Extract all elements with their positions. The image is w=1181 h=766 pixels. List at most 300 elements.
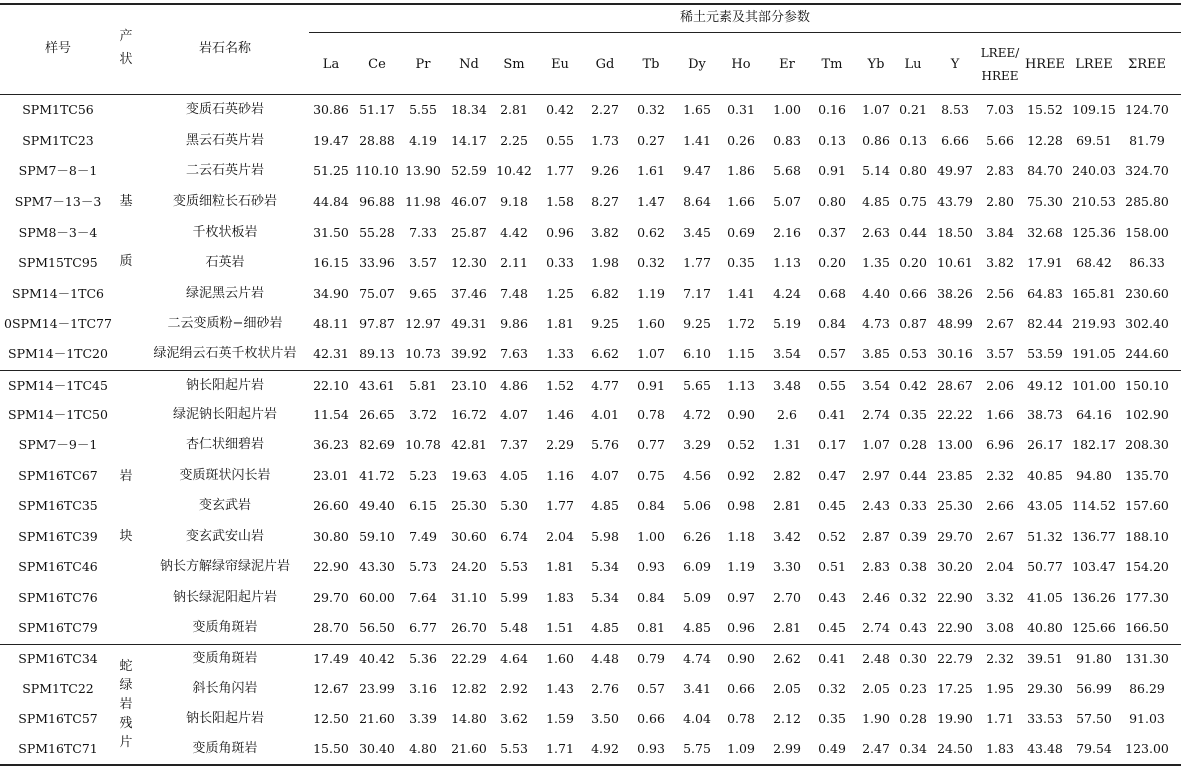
header-col-5: Eu [551, 57, 569, 72]
value-cell: 8.64 [683, 194, 711, 209]
value-cell: 49.40 [359, 498, 395, 513]
section-label: 岩 [119, 469, 133, 484]
value-cell: 42.31 [313, 346, 349, 361]
value-cell: 15.52 [1027, 102, 1063, 117]
value-cell: 4.48 [591, 651, 619, 666]
sample-id: SPM16TC79 [18, 620, 98, 635]
value-cell: 0.32 [899, 590, 927, 605]
value-cell: 13.00 [937, 437, 973, 452]
value-cell: 9.25 [591, 316, 619, 331]
value-cell: 55.28 [359, 225, 395, 240]
value-cell: 22.90 [937, 620, 973, 635]
value-cell: 3.84 [986, 225, 1014, 240]
value-cell: 0.98 [727, 498, 755, 513]
value-cell: 1.41 [727, 286, 755, 301]
value-cell: 30.80 [313, 529, 349, 544]
value-cell: 7.03 [986, 102, 1014, 117]
header-col-0: La [322, 57, 340, 72]
value-cell: 2.83 [862, 559, 890, 574]
value-cell: 3.32 [986, 590, 1014, 605]
value-cell: 1.07 [637, 346, 665, 361]
value-cell: 0.68 [818, 286, 846, 301]
value-cell: 3.62 [500, 711, 528, 726]
value-cell: 56.50 [359, 620, 395, 635]
sample-id: SPM14－1TC45 [8, 378, 108, 393]
value-cell: 5.55 [409, 102, 437, 117]
value-cell: 2.63 [862, 225, 890, 240]
sample-id: SPM16TC35 [18, 498, 98, 513]
value-cell: 2.05 [773, 681, 801, 696]
value-cell: 2.99 [773, 741, 801, 756]
section-label: 绿 [119, 678, 133, 693]
value-cell: 91.03 [1129, 711, 1165, 726]
value-cell: 1.86 [727, 163, 755, 178]
value-cell: 96.88 [359, 194, 395, 209]
value-cell: 1.65 [683, 102, 711, 117]
header-col-12: Yb [867, 57, 885, 72]
rock-name: 变质角斑岩 [192, 741, 258, 756]
value-cell: 16.15 [313, 255, 349, 270]
value-cell: 14.17 [451, 133, 487, 148]
value-cell: 0.28 [899, 711, 927, 726]
value-cell: 0.78 [727, 711, 755, 726]
value-cell: 0.49 [818, 741, 846, 756]
value-cell: 0.42 [546, 102, 574, 117]
value-cell: 32.68 [1027, 225, 1063, 240]
value-cell: 2.67 [986, 529, 1014, 544]
rock-name: 二云石英片岩 [185, 163, 265, 178]
value-cell: 30.40 [359, 741, 395, 756]
value-cell: 2.05 [862, 681, 890, 696]
sample-id: SPM14－1TC6 [12, 286, 104, 301]
rock-name: 杏仁状细碧岩 [185, 437, 265, 452]
section-label: 岩 [119, 697, 133, 712]
value-cell: 114.52 [1072, 498, 1116, 513]
value-cell: 1.07 [862, 102, 890, 117]
value-cell: 3.57 [986, 346, 1014, 361]
value-cell: 0.91 [818, 163, 846, 178]
value-cell: 154.20 [1125, 559, 1169, 574]
value-cell: 1.77 [546, 498, 574, 513]
value-cell: 0.43 [899, 620, 927, 635]
value-cell: 40.80 [1027, 620, 1063, 635]
value-cell: 79.54 [1076, 741, 1112, 756]
value-cell: 0.83 [773, 133, 801, 148]
value-cell: 0.16 [818, 102, 846, 117]
value-cell: 0.42 [899, 378, 927, 393]
value-cell: 46.07 [451, 194, 487, 209]
value-cell: 4.80 [409, 741, 437, 756]
sample-id: SPM7－9－1 [18, 437, 98, 452]
value-cell: 50.77 [1027, 559, 1063, 574]
value-cell: 17.91 [1027, 255, 1063, 270]
sample-id: SPM8－3－4 [18, 225, 98, 240]
value-cell: 22.90 [937, 590, 973, 605]
value-cell: 0.53 [899, 346, 927, 361]
value-cell: 30.60 [451, 529, 487, 544]
value-cell: 42.81 [451, 437, 487, 452]
value-cell: 4.07 [591, 468, 619, 483]
value-cell: 64.83 [1027, 286, 1063, 301]
value-cell: 2.87 [862, 529, 890, 544]
value-cell: 3.72 [409, 407, 437, 422]
value-cell: 51.32 [1027, 529, 1063, 544]
value-cell: 0.86 [862, 133, 890, 148]
sample-id: SPM1TC23 [22, 133, 94, 148]
value-cell: 6.26 [683, 529, 711, 544]
value-cell: 7.48 [500, 286, 528, 301]
value-cell: 0.33 [546, 255, 574, 270]
value-cell: 110.10 [355, 163, 399, 178]
value-cell: 19.47 [313, 133, 349, 148]
value-cell: 1.83 [546, 590, 574, 605]
value-cell: 285.80 [1125, 194, 1169, 209]
value-cell: 5.23 [409, 468, 437, 483]
value-cell: 26.65 [359, 407, 395, 422]
value-cell: 165.81 [1072, 286, 1116, 301]
value-cell: 10.73 [405, 346, 441, 361]
value-cell: 30.86 [313, 102, 349, 117]
value-cell: 17.25 [937, 681, 973, 696]
value-cell: 17.49 [313, 651, 349, 666]
value-cell: 3.41 [683, 681, 711, 696]
header-col-8: Dy [688, 57, 706, 72]
value-cell: 22.79 [937, 651, 973, 666]
value-cell: 0.97 [727, 590, 755, 605]
value-cell: 5.09 [683, 590, 711, 605]
value-cell: 4.05 [500, 468, 528, 483]
value-cell: 30.16 [937, 346, 973, 361]
value-cell: 1.83 [986, 741, 1014, 756]
value-cell: 3.85 [862, 346, 890, 361]
value-cell: 0.44 [899, 468, 927, 483]
value-cell: 0.41 [818, 407, 846, 422]
value-cell: 28.70 [313, 620, 349, 635]
value-cell: 6.10 [683, 346, 711, 361]
value-cell: 26.17 [1027, 437, 1063, 452]
value-cell: 49.31 [451, 316, 487, 331]
section-label: 基 [119, 194, 133, 209]
value-cell: 3.30 [773, 559, 801, 574]
value-cell: 0.27 [637, 133, 665, 148]
value-cell: 13.90 [405, 163, 441, 178]
value-cell: 1.60 [546, 651, 574, 666]
value-cell: 12.50 [313, 711, 349, 726]
rock-name: 变质角斑岩 [192, 620, 258, 635]
value-cell: 2.46 [862, 590, 890, 605]
table-bottom-rule [0, 764, 1181, 766]
value-cell: 37.46 [451, 286, 487, 301]
value-cell: 26.60 [313, 498, 349, 513]
value-cell: 25.30 [937, 498, 973, 513]
value-cell: 150.10 [1125, 378, 1169, 393]
value-cell: 3.08 [986, 620, 1014, 635]
value-cell: 3.54 [773, 346, 801, 361]
value-cell: 5.14 [862, 163, 890, 178]
value-cell: 51.25 [313, 163, 349, 178]
value-cell: 0.32 [637, 255, 665, 270]
sample-id: SPM16TC67 [18, 468, 98, 483]
sample-id: SPM16TC34 [18, 651, 98, 666]
value-cell: 5.19 [773, 316, 801, 331]
value-cell: 0.47 [818, 468, 846, 483]
header-col-4: Sm [503, 57, 525, 72]
value-cell: 0.23 [899, 681, 927, 696]
value-cell: 0.37 [818, 225, 846, 240]
value-cell: 3.82 [986, 255, 1014, 270]
value-cell: 2.27 [591, 102, 619, 117]
value-cell: 1.90 [862, 711, 890, 726]
value-cell: 1.98 [591, 255, 619, 270]
value-cell: 2.74 [862, 407, 890, 422]
value-cell: 2.12 [773, 711, 801, 726]
value-cell: 48.11 [313, 316, 349, 331]
value-cell: 0.33 [899, 498, 927, 513]
value-cell: 9.18 [500, 194, 528, 209]
value-cell: 0.39 [899, 529, 927, 544]
value-cell: 1.35 [862, 255, 890, 270]
value-cell: 6.66 [941, 133, 969, 148]
value-cell: 182.17 [1072, 437, 1116, 452]
value-cell: 1.81 [546, 559, 574, 574]
value-cell: 1.33 [546, 346, 574, 361]
value-cell: 19.90 [937, 711, 973, 726]
header-bottom-rule [0, 94, 1181, 95]
value-cell: 0.91 [637, 378, 665, 393]
value-cell: 3.16 [409, 681, 437, 696]
value-cell: 1.60 [637, 316, 665, 331]
value-cell: 166.50 [1125, 620, 1169, 635]
value-cell: 8.53 [941, 102, 969, 117]
value-cell: 5.53 [500, 559, 528, 574]
value-cell: 48.99 [937, 316, 973, 331]
value-cell: 60.00 [359, 590, 395, 605]
header-col-9: Ho [731, 57, 751, 72]
value-cell: 2.6 [777, 407, 797, 422]
rock-name: 变质斑状闪长岩 [179, 468, 271, 483]
value-cell: 44.84 [313, 194, 349, 209]
value-cell: 86.29 [1129, 681, 1165, 696]
value-cell: 29.30 [1027, 681, 1063, 696]
value-cell: 0.55 [818, 378, 846, 393]
value-cell: 0.13 [899, 133, 927, 148]
header-col-2: Pr [415, 57, 431, 72]
value-cell: 25.87 [451, 225, 487, 240]
value-cell: 6.74 [500, 529, 528, 544]
value-cell: 0.35 [818, 711, 846, 726]
value-cell: 4.74 [683, 651, 711, 666]
value-cell: 0.32 [818, 681, 846, 696]
value-cell: 0.13 [818, 133, 846, 148]
value-cell: 0.75 [637, 468, 665, 483]
value-cell: 1.59 [546, 711, 574, 726]
value-cell: 26.70 [451, 620, 487, 635]
sample-id: SPM15TC95 [18, 255, 98, 270]
value-cell: 3.29 [683, 437, 711, 452]
value-cell: 0.96 [727, 620, 755, 635]
value-cell: 4.85 [591, 498, 619, 513]
value-cell: 7.49 [409, 529, 437, 544]
value-cell: 28.67 [937, 378, 973, 393]
value-cell: 1.52 [546, 378, 574, 393]
value-cell: 4.72 [683, 407, 711, 422]
value-cell: 4.19 [409, 133, 437, 148]
sample-id: SPM14－1TC50 [8, 407, 108, 422]
value-cell: 22.90 [313, 559, 349, 574]
sample-id: 0SPM14－1TC77 [4, 316, 112, 331]
value-cell: 15.50 [313, 741, 349, 756]
section-divider-2 [0, 644, 1181, 645]
value-cell: 0.57 [818, 346, 846, 361]
value-cell: 75.30 [1027, 194, 1063, 209]
value-cell: 5.66 [986, 133, 1014, 148]
section-label: 片 [119, 735, 133, 750]
value-cell: 3.54 [862, 378, 890, 393]
value-cell: 2.47 [862, 741, 890, 756]
value-cell: 41.05 [1027, 590, 1063, 605]
rock-name: 黑云石英片岩 [185, 133, 265, 148]
value-cell: 43.79 [937, 194, 973, 209]
value-cell: 5.34 [591, 559, 619, 574]
value-cell: 4.85 [683, 620, 711, 635]
rock-name: 变玄武岩 [198, 498, 252, 513]
section-label: 块 [119, 529, 133, 544]
value-cell: 31.50 [313, 225, 349, 240]
value-cell: 21.60 [359, 711, 395, 726]
value-cell: 89.13 [359, 346, 395, 361]
value-cell: 0.30 [899, 651, 927, 666]
sample-id: SPM16TC71 [18, 741, 98, 756]
value-cell: 5.34 [591, 590, 619, 605]
value-cell: 4.73 [862, 316, 890, 331]
value-cell: 2.62 [773, 651, 801, 666]
rock-name: 钠长阳起片岩 [185, 378, 265, 393]
value-cell: 25.30 [451, 498, 487, 513]
value-cell: 4.24 [773, 286, 801, 301]
value-cell: 38.73 [1027, 407, 1063, 422]
header-col-17: LREE [1075, 57, 1113, 72]
value-cell: 125.36 [1072, 225, 1116, 240]
value-cell: 0.45 [818, 498, 846, 513]
value-cell: 1.13 [773, 255, 801, 270]
value-cell: 5.53 [500, 741, 528, 756]
value-cell: 24.50 [937, 741, 973, 756]
sample-id: SPM1TC22 [22, 681, 94, 696]
header-col-10: Er [779, 57, 795, 72]
value-cell: 12.28 [1027, 133, 1063, 148]
value-cell: 5.81 [409, 378, 437, 393]
value-cell: 2.43 [862, 498, 890, 513]
value-cell: 49.97 [937, 163, 973, 178]
value-cell: 5.75 [683, 741, 711, 756]
value-cell: 244.60 [1125, 346, 1169, 361]
value-cell: 22.22 [937, 407, 973, 422]
value-cell: 2.92 [500, 681, 528, 696]
value-cell: 3.48 [773, 378, 801, 393]
value-cell: 97.87 [359, 316, 395, 331]
value-cell: 0.80 [899, 163, 927, 178]
rock-name: 千枚状板岩 [192, 225, 258, 240]
value-cell: 0.62 [637, 225, 665, 240]
value-cell: 101.00 [1072, 378, 1116, 393]
value-cell: 1.25 [546, 286, 574, 301]
value-cell: 1.71 [986, 711, 1014, 726]
value-cell: 23.10 [451, 378, 487, 393]
value-cell: 1.13 [727, 378, 755, 393]
value-cell: 1.66 [986, 407, 1014, 422]
value-cell: 4.40 [862, 286, 890, 301]
value-cell: 0.51 [818, 559, 846, 574]
value-cell: 1.16 [546, 468, 574, 483]
value-cell: 11.54 [313, 407, 349, 422]
value-cell: 136.77 [1072, 529, 1116, 544]
value-cell: 0.93 [637, 559, 665, 574]
value-cell: 94.80 [1076, 468, 1112, 483]
value-cell: 5.07 [773, 194, 801, 209]
value-cell: 9.26 [591, 163, 619, 178]
value-cell: 5.36 [409, 651, 437, 666]
value-cell: 1.71 [546, 741, 574, 756]
value-cell: 0.44 [899, 225, 927, 240]
rock-name: 变质细粒长石砂岩 [172, 194, 278, 209]
value-cell: 103.47 [1072, 559, 1116, 574]
value-cell: 4.86 [500, 378, 528, 393]
value-cell: 43.61 [359, 378, 395, 393]
value-cell: 0.28 [899, 437, 927, 452]
value-cell: 7.64 [409, 590, 437, 605]
value-cell: 102.90 [1125, 407, 1169, 422]
value-cell: 3.39 [409, 711, 437, 726]
value-cell: 7.63 [500, 346, 528, 361]
value-cell: 2.80 [986, 194, 1014, 209]
value-cell: 0.90 [727, 407, 755, 422]
value-cell: 10.42 [496, 163, 532, 178]
value-cell: 22.29 [451, 651, 487, 666]
rock-name: 变玄武安山岩 [185, 529, 265, 544]
value-cell: 33.53 [1027, 711, 1063, 726]
value-cell: 59.10 [359, 529, 395, 544]
value-cell: 69.51 [1076, 133, 1112, 148]
value-cell: 36.23 [313, 437, 349, 452]
value-cell: 7.33 [409, 225, 437, 240]
header-occurrence: 状 [119, 52, 133, 67]
section-label: 残 [119, 716, 133, 731]
value-cell: 1.47 [637, 194, 665, 209]
value-cell: 2.56 [986, 286, 1014, 301]
value-cell: 18.34 [451, 102, 487, 117]
value-cell: 1.66 [727, 194, 755, 209]
value-cell: 1.58 [546, 194, 574, 209]
header-col-18: ΣREE [1128, 57, 1166, 72]
header-col-1: Ce [368, 57, 386, 72]
rock-name: 变质石英砂岩 [185, 102, 265, 117]
value-cell: 6.96 [986, 437, 1014, 452]
value-cell: 12.82 [451, 681, 487, 696]
value-cell: 210.53 [1072, 194, 1116, 209]
header-col-15: HREE [981, 69, 1019, 83]
value-cell: 9.47 [683, 163, 711, 178]
value-cell: 5.06 [683, 498, 711, 513]
value-cell: 131.30 [1125, 651, 1169, 666]
value-cell: 124.70 [1125, 102, 1169, 117]
value-cell: 49.12 [1027, 378, 1063, 393]
section-divider-1 [0, 370, 1181, 371]
value-cell: 0.31 [727, 102, 755, 117]
value-cell: 34.90 [313, 286, 349, 301]
value-cell: 1.15 [727, 346, 755, 361]
value-cell: 2.11 [500, 255, 528, 270]
rock-name: 二云变质粉−细砂岩 [167, 316, 283, 331]
